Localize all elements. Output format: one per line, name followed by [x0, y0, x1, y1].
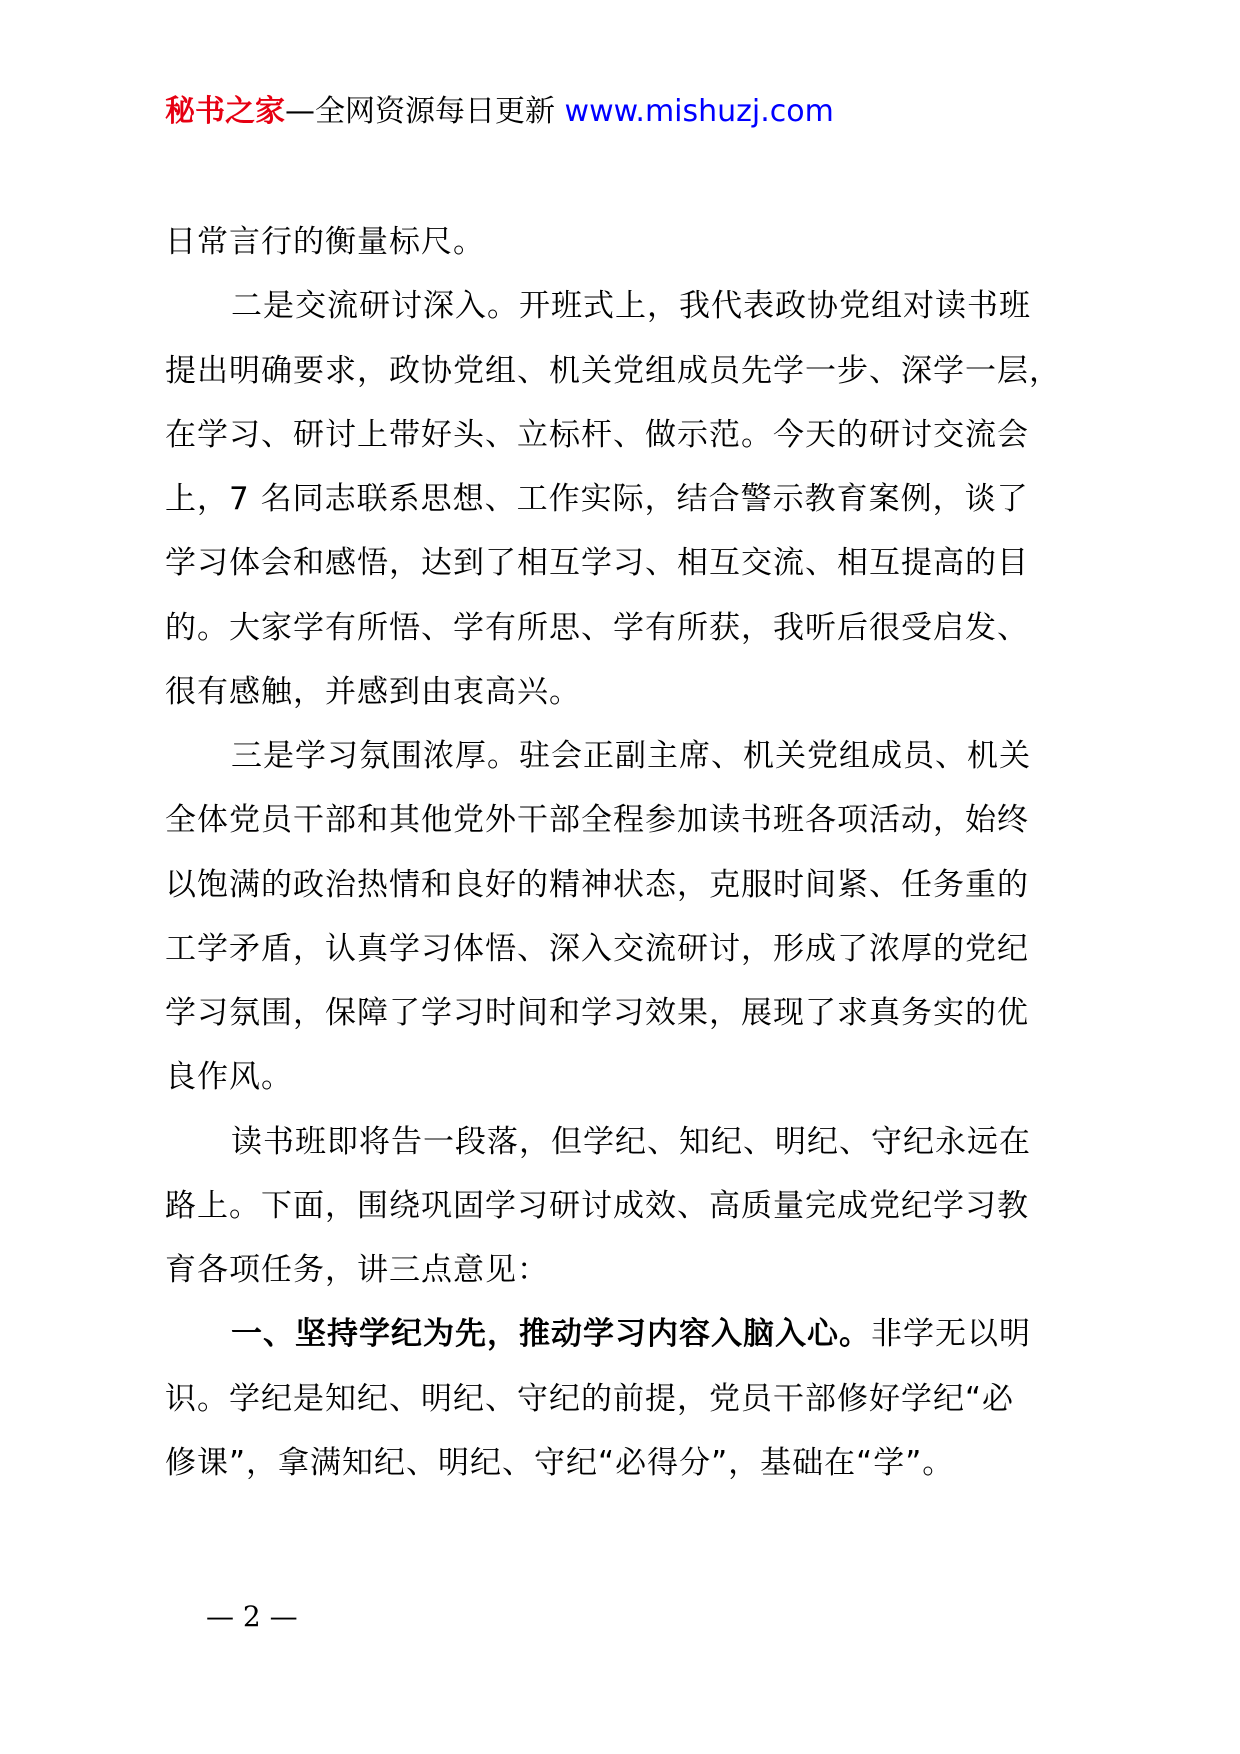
paragraph-line: 全体党员干部和其他党外干部全程参加读书班各项活动，始终 — [165, 802, 1029, 839]
paragraph-line: 良作风。 — [165, 1059, 293, 1096]
site-slogan: —全网资源每日更新 — [285, 94, 565, 129]
paragraph-line: 二是交流研讨深入。开班式上，我代表政协党组对读书班 — [231, 288, 1031, 325]
paragraph-line: 学习氛围，保障了学习时间和学习效果，展现了求真务实的优 — [165, 995, 1029, 1031]
paragraph-line: 以饱满的政治热情和良好的精神状态，克服时间紧、任务重的 — [165, 866, 1029, 903]
section-heading: 一、坚持学纪为先，推动学习内容入脑入心。 — [231, 1316, 871, 1353]
section-heading-line — [165, 1302, 1115, 1366]
paragraph-line: 上，7 名同志联系思想、工作实际，结合警示教育案例，谈了 — [165, 481, 1029, 517]
paragraph-line: 读书班即将告一段落，但学纪、知纪、明纪、守纪永远在 — [231, 1123, 1031, 1160]
paragraph-line: 工学矛盾，认真学习体悟、深入交流研讨，形成了浓厚的党纪 — [165, 930, 1029, 967]
paragraph-line: 识。学纪是知纪、明纪、守纪的前提，党员干部修好学纪“必 — [165, 1380, 1015, 1417]
paragraph-line: 日常言行的衡量标尺。 — [165, 224, 485, 260]
site-url-link[interactable]: www.mishuzj.com — [564, 94, 834, 129]
paragraph-line: 修课”，拿满知纪、明纪、守纪“必得分”，基础在“学”。 — [165, 1444, 955, 1481]
site-brand: 秘书之家 — [165, 94, 285, 129]
paragraph-line: 三是学习氛围浓厚。驻会正副主席、机关党组成员、机关 — [231, 738, 1031, 774]
paragraph-line: 在学习、研讨上带好头、立标杆、做示范。今天的研讨交流会 — [165, 416, 1029, 453]
paragraph-line: 学习体会和感悟，达到了相互学习、相互交流、相互提高的目 — [165, 545, 1029, 582]
paragraph-line: 育各项任务，讲三点意见： — [165, 1252, 549, 1288]
paragraph-line: 提出明确要求，政协党组、机关党组成员先学一步、深学一层， — [165, 352, 1061, 389]
site-header — [165, 92, 834, 132]
paragraph-line: 的。大家学有所悟、学有所思、学有所获，我听后很受启发、 — [165, 609, 1029, 646]
paragraph-text: 非学无以明 — [871, 1316, 1031, 1353]
paragraph-line: 路上。下面，围绕巩固学习研讨成效、高质量完成党纪学习教 — [165, 1187, 1029, 1224]
paragraph-line: 很有感触，并感到由衷高兴。 — [165, 673, 581, 710]
page-number: — 2 — — [206, 1600, 298, 1633]
document-body — [165, 210, 1115, 1495]
